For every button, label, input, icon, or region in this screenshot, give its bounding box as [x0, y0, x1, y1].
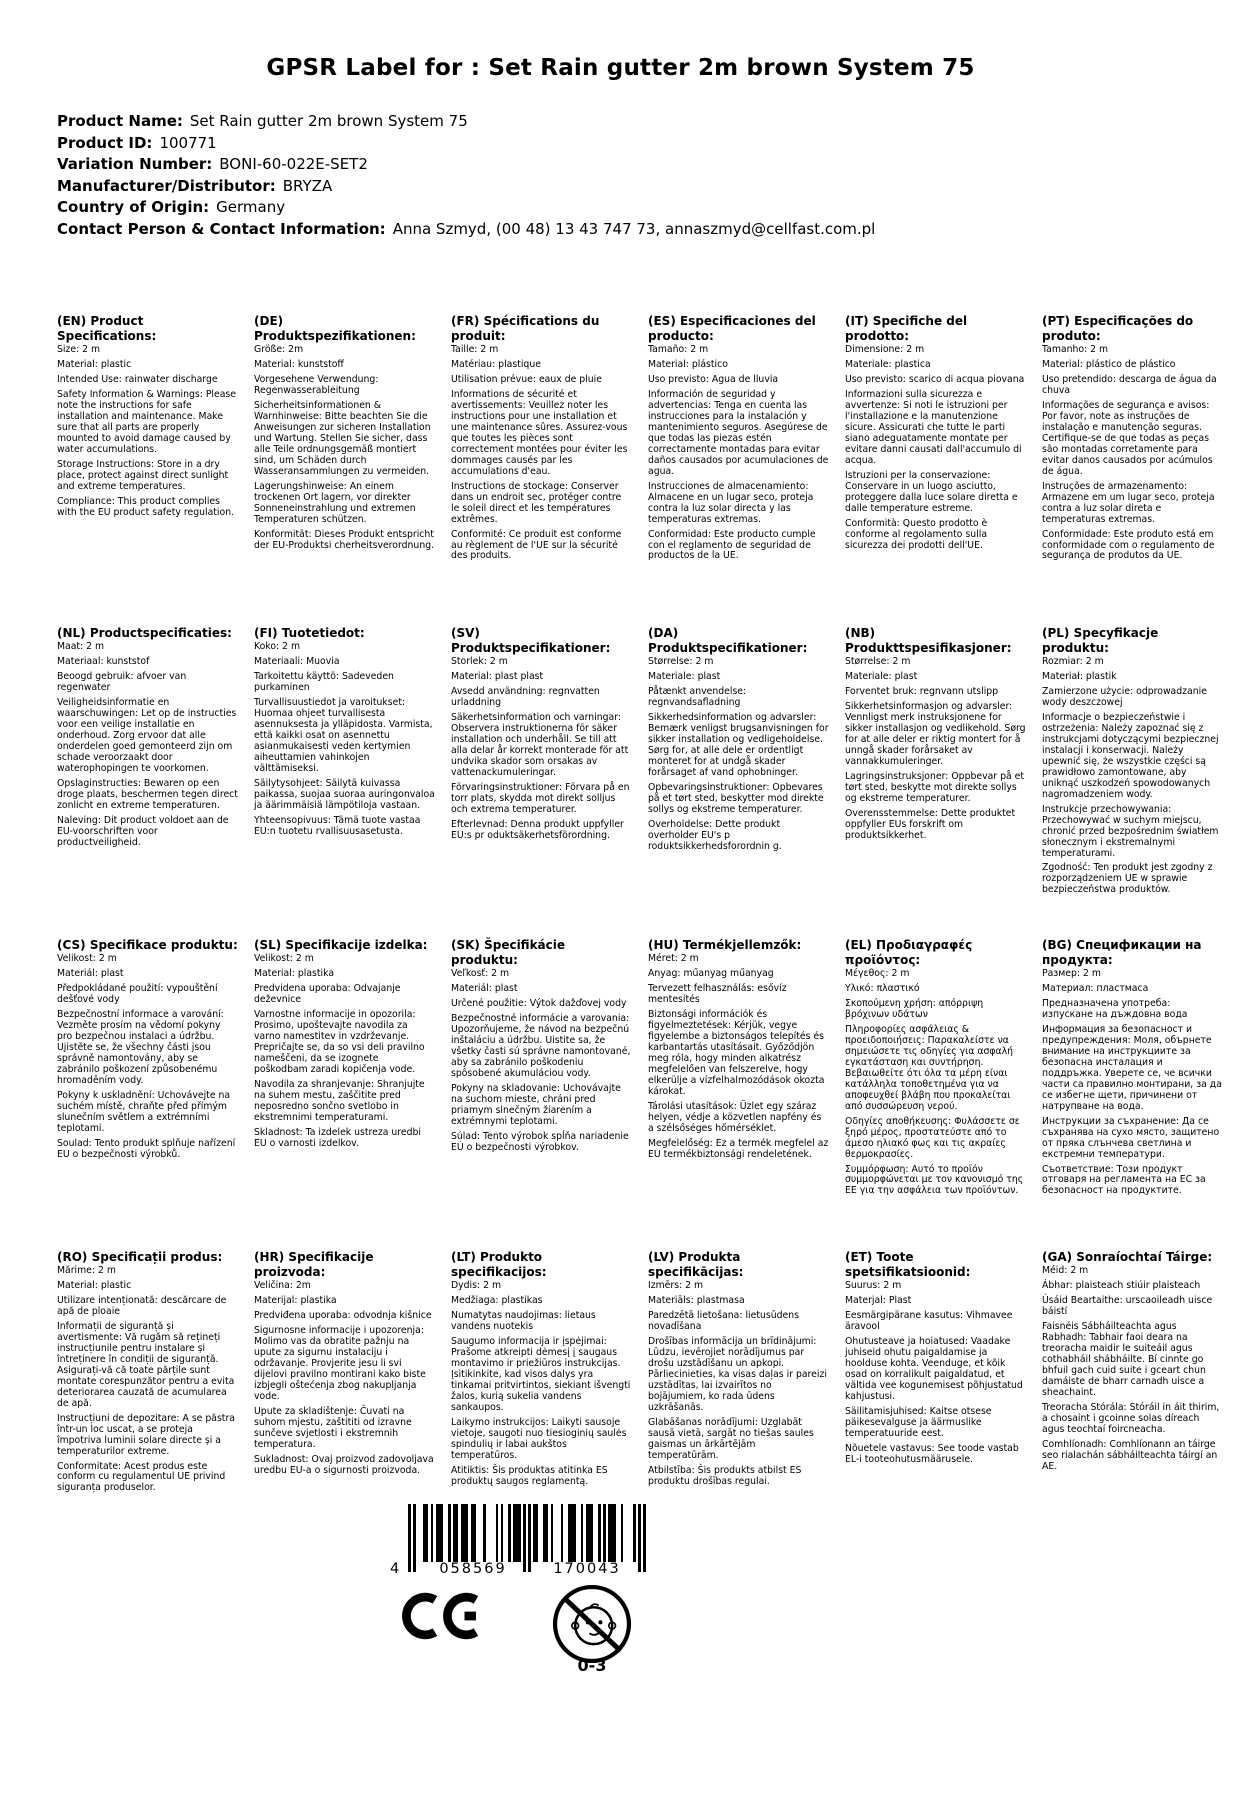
product-info [57, 111, 1241, 240]
spec-paragraph: Velikost: 2 m [254, 953, 314, 964]
spec-paragraph: Vorgesehene Verwendung: Regenwasserableitung [254, 373, 379, 396]
spec-paragraph: Materjal: Plast [845, 1294, 912, 1306]
spec-paragraph: Instructions de stockage: Conserver dans un endroit sec, protéger contre le soleil direct et les températures extrêmes. [451, 480, 622, 525]
spec-paragraph: Overholdelse: Dette produkt overholder EU's p roduktsikkerhedsforordnin g. [648, 818, 782, 852]
spec-paragraph: Opbevaringsinstruktioner: Opbevares på et tørt sted, beskytter mod direkte sollys og ekstreme temperaturer. [648, 781, 824, 815]
spec-block-heading: (SK) Špecifikácie produktu: [451, 938, 566, 967]
spec-paragraph: Matériau: plastique [451, 358, 541, 370]
spec-paragraph: Conformità: Questo prodotto è conforme al regolamento sulla sicurezza dei prodotti dell'UE. [845, 517, 988, 551]
spec-paragraph: Konformität: Dieses Produkt entspricht der EU-Produktsi cherheitsverordnung. [254, 528, 435, 551]
spec-paragraph: Instrucțiuni de depozitare: A se păstra într-un loc uscat, a se proteja împotriva luminii solare directe și a temperaturilor extreme. [57, 1412, 235, 1457]
spec-paragraph: Utilizare intenționată: descărcare de apă de ploaie [57, 1294, 227, 1317]
spec-paragraph: Sikkerhedsinformation og advarsler: Bemærk venligst brugsanvisningen for sikker installation og vedligeholdelse. Sørg for, at alle dele er ordentligt monteret for at undgå skader forårsaget af vand ophobninger. [648, 711, 829, 778]
spec-paragraph: Veiligheidsinformatie en waarschuwingen: Let op de instructies voor een veilige installatie en onderhoud. Zorg ervoor dat alle onderdelen goed gemonteerd zijn om schade veroorzaakt door waterophopingen te voorkomen. [57, 696, 237, 774]
spec-block-fi [254, 626, 435, 938]
barcode-digit-group2: 170043 [553, 1561, 621, 1578]
spec-paragraph: Материал: пластмаса [1042, 982, 1149, 994]
spec-block-heading: (DE) Produktspezifikationen: [254, 314, 416, 343]
spec-paragraph: Säilitamisjuhised: Kaitse otsese päikesevalguse ja äärmuslike temperatuuride eest. [845, 1405, 992, 1439]
spec-paragraph: Avsedd användning: regnvatten urladdning [451, 685, 600, 708]
spec-paragraph: Soulad: Tento produkt splňuje nařízení EU o bezpečnosti výrobků. [57, 1137, 236, 1160]
spec-paragraph: Tárolási utasítások: Üzlet egy száraz helyen, védje a közvetlen napfény és a szélsőséges hőmérséklet. [648, 1100, 822, 1134]
spec-paragraph: Sikkerhetsinformasjon og advarsler: Vennligst merk instruksjonene for sikker installasjon og vedlikehold. Sørg for at alle deler er riktig montert for å unngå skader forårsaket av vannakkumuleringer. [845, 700, 1026, 767]
spec-paragraph: Comhlíonadh: Comhlíonann an táirge seo rialachán sábháilteachta táirgí an AE. [1042, 1438, 1218, 1472]
spec-paragraph: Påtænkt anvendelse: regnvandsafladning [648, 685, 747, 708]
age-warning-label: 0-3 [577, 1656, 607, 1676]
spec-paragraph: Informații de siguranță și avertismente: Vă rugăm să rețineți instrucțiunile pentru instalare și întreținere în condiții de siguranță. Asigurați-vă că toate părțile sunt montate corespunzător pentru a evita deteriorarea cauzată de acumularea de apă. [57, 1320, 235, 1409]
product-info-value: BONI-60-022E-SET2 [219, 155, 368, 173]
spec-paragraph: Conformidade: Este produto está em conformidade com o regulamento de segurança de produtos da UE. [1042, 528, 1215, 562]
barcode-digit-lead: 4 [390, 1561, 400, 1578]
spec-paragraph: Información de seguridad y advertencias: Tenga en cuenta las instrucciones para la instalación y mantenimiento seguros. Asegúrese de que todas las piezas estén correctamente montadas para evitar daños causados por acumulaciones de agua. [648, 388, 829, 477]
product-info-label: Country of Origin: [57, 198, 210, 216]
spec-paragraph: Storage Instructions: Store in a dry place, protect against direct sunlight and extreme temperatures. [57, 458, 229, 492]
spec-paragraph: Materiale: plastica [845, 358, 931, 370]
product-info-value: Anna Szmyd, (00 48) 13 43 747 73, annaszmyd@cellfast.com.pl [392, 219, 876, 238]
spec-paragraph: Instruções de armazenamento: Armazene em um lugar seco, proteja contra a luz solar direta e temperaturas extremas. [1042, 480, 1215, 525]
spec-paragraph: Størrelse: 2 m [845, 656, 911, 667]
spec-paragraph: Materiál: plast [57, 967, 124, 979]
spec-paragraph: Informacje o bezpieczeństwie i ostrzeżenia: Należy zapoznać się z instrukcjami dotyczącymi bezpiecznej instalacji i konserwacji. Należy upewnić się, że wszystkie części są prawidłowo zamontowane, aby uniknąć uszkodzeń spowodowanych nagromadzeniem wody. [1042, 711, 1219, 800]
spec-paragraph: Veľkosť: 2 m [451, 968, 510, 979]
spec-block-de [254, 314, 435, 626]
spec-paragraph: Předpokládané použití: vypouštění dešťové vody [57, 982, 218, 1005]
spec-paragraph: Säkerhetsinformation och varningar: Observera instruktionerna för säker installation och underhåll. Se till att alla delar år korrekt monterade för att undvika skador som orsakas av vattenackumuleringar. [451, 711, 629, 778]
spec-paragraph: Skladnost: Ta izdelek ustreza uredbi EU o varnosti izdelkov. [254, 1126, 422, 1149]
spec-paragraph: Informações de segurança e avisos: Por favor, note as instruções de instalação e manutenção seguras. Certifique-se de que todas as peças são montadas corretamente para evitar danos causados por acúmulos de água. [1042, 399, 1213, 477]
spec-paragraph: Size: 2 m [57, 344, 101, 355]
spec-paragraph: Navodila za shranjevanje: Shranjujte na suhem mestu, zaščitite pred neposredno sončno svetlobo in ekstremnimi temperaturami. [254, 1078, 425, 1123]
product-info-row [57, 154, 1241, 176]
spec-block-heading: (DA) Produktspecifikationer: [648, 626, 808, 655]
spec-paragraph: Compliance: This product complies with the EU product safety regulation. [57, 495, 235, 518]
spec-paragraph: Ábhar: plaisteach stiúir plaisteach [1042, 1279, 1201, 1291]
spec-paragraph: Méret: 2 m [648, 953, 699, 964]
product-info-label: Manufacturer/Distributor: [57, 176, 276, 195]
spec-paragraph: Размер: 2 m [1042, 968, 1101, 979]
product-info-value: Germany [216, 198, 286, 216]
spec-block-heading: (FR) Spécifications du produit: [451, 314, 600, 343]
spec-block-cs [57, 938, 238, 1250]
spec-paragraph: Megfelelőség: Ez a termék megfelel az EU termékbiztonsági rendeletének. [648, 1137, 829, 1160]
spec-block-pt [1042, 314, 1223, 626]
spec-paragraph: Anyag: műanyag műanyag [648, 967, 774, 979]
spec-paragraph: Material: plastic [57, 358, 132, 370]
spec-block-heading: (NB) Produkttspesifikasjoner: [845, 626, 1012, 655]
spec-paragraph: Uso pretendido: descarga de água da chuva [1042, 373, 1217, 396]
spec-paragraph: Material: plastic [57, 1279, 132, 1291]
spec-paragraph: Utilisation prévue: eaux de pluie [451, 373, 602, 385]
spec-paragraph: Tervezett felhasználás: esővíz mentesítés [648, 982, 787, 1005]
spec-paragraph: Σκοπούμενη χρήση: απόρριψη βρόχινων υδάτων [845, 997, 984, 1020]
gpsr-label-page [0, 55, 1241, 1714]
spec-paragraph: Určené použitie: Výtok dažďovej vody [451, 997, 627, 1009]
spec-paragraph: Yhteensopivuus: Tämä tuote vastaa EU:n tuotetu rvallisuusasetusta. [254, 814, 421, 837]
spec-block-heading: (HR) Specifikacije proizvoda: [254, 1250, 374, 1279]
spec-paragraph: Biztonsági információk és figyelmeztetések: Kérjük, vegye figyelembe a biztonságos telepítés és karbantartás utasításait. Győződjön meg róla, hogy minden alkatrész megfelelően van felszerelve, hogy elkerülje a vízfelhalmozódások okozta károkat. [648, 1008, 825, 1097]
spec-paragraph: Tarkoitettu käyttö: Sadeveden purkaminen [254, 670, 394, 693]
spec-paragraph: Dydis: 2 m [451, 1280, 502, 1291]
spec-paragraph: Materiál: plast [451, 982, 518, 994]
spec-paragraph: Suurus: 2 m [845, 1280, 902, 1291]
spec-paragraph: Zgodność: Ten produkt jest zgodny z rozporządzeniem UE w sprawie bezpieczeństwa produktów. [1042, 862, 1213, 896]
spec-grid [57, 314, 1223, 1498]
spec-block-heading: (SV) Produktspecifikationer: [451, 626, 611, 655]
spec-block-sv [451, 626, 632, 938]
spec-paragraph: Informazioni sulla sicurezza e avvertenze: Si noti le istruzioni per l'installazione e la manutenzione sicure. Assicurati che tutte le parti siano adeguatamente montate per evitare danni causati dall'accumulo di acqua. [845, 388, 1022, 466]
spec-paragraph: Efterlevnad: Denna produkt uppfyller EU:s pr oduktsäkerhetsförordning. [451, 818, 624, 841]
spec-paragraph: Sukladnost: Ovaj proizvod zadovoljava uredbu EU-a o sigurnosti proizvoda. [254, 1453, 434, 1476]
spec-block-heading: (PL) Specyfikacje produktu: [1042, 626, 1159, 655]
spec-block-sl [254, 938, 435, 1250]
spec-paragraph: Material: plastika [254, 967, 335, 979]
spec-block-heading: (NL) Productspecificaties: [57, 626, 232, 640]
spec-block-heading: (CS) Specifikace produktu: [57, 938, 238, 952]
spec-block-heading: (LT) Produkto specifikacijos: [451, 1250, 547, 1279]
product-info-value: Set Rain gutter 2m brown System 75 [189, 112, 468, 130]
spec-paragraph: Sigurnosne informacije i upozorenja: Molimo vas da obratite pažnju na upute za sigurnu instalaciju i održavanje. Provjerite jesu li svi dijelovi pravilno montirani kako biste izbjegli oštećenja zbog nakupljanja vode. [254, 1324, 426, 1402]
spec-paragraph: Izmērs: 2 m [648, 1280, 704, 1291]
spec-block-heading: (GA) Sonraíochtaí Táirge: [1042, 1250, 1213, 1264]
spec-paragraph: Atitiktis: Šis produktas atitinka ES produktų saugos reglamentą. [451, 1464, 608, 1487]
spec-paragraph: Materiaal: kunststof [57, 655, 150, 667]
spec-block-heading: (RO) Specificații produs: [57, 1250, 223, 1264]
spec-paragraph: Tamaño: 2 m [648, 344, 709, 355]
spec-block-da [648, 626, 829, 938]
spec-block-heading: (PT) Especificações do produto: [1042, 314, 1194, 343]
spec-paragraph: Upute za skladištenje: Čuvati na suhom mjestu, zaštititi od izravne sunčeve svjetlosti i ekstremnih temperatura. [254, 1405, 412, 1450]
age-warning-circle [550, 1582, 634, 1666]
spec-paragraph: Istruzioni per la conservazione: Conservare in un luogo asciutto, proteggere dalla luce solare diretta e dalle temperature estreme. [845, 469, 1018, 514]
spec-paragraph: Lagerungshinweise: An einem trockenen Ort lagern, vor direkter Sonneneinstrahlung und extremen Temperaturen schützen. [254, 480, 416, 525]
spec-block-heading: (HU) Termékjellemzők: [648, 938, 802, 952]
product-info-label: Product Name: [57, 112, 183, 130]
spec-block-heading: (BG) Спецификации на продукта: [1042, 938, 1202, 967]
spec-paragraph: Instrucciones de almacenamiento: Almacene en un lugar seco, proteja contra la luz solar directa y las temperaturas extremas. [648, 480, 814, 525]
spec-paragraph: Saugumo informacija ir įspėjimai: Prašome atkreipti dėmesį į saugaus montavimo ir priežiūros instrukcijas. Įsitikinkite, kad visos dalys yra tinkamai pritvirtintos, siekiant išvengti žalos, kurią sukelia vandens sankaupos. [451, 1335, 631, 1413]
spec-paragraph: Materiāls: plastmasa [648, 1294, 745, 1306]
spec-paragraph: Informations de sécurité et avertissements: Veuillez noter les instructions pour une installation et une maintenance sûres. Assurez-vous que toutes les pièces sont correctement montées pour éviter les dommages causés par les accumulations d'eau. [451, 388, 628, 477]
spec-paragraph: Eesmärgipärane kasutus: Vihmavee äravool [845, 1309, 1013, 1332]
spec-paragraph: Mărime: 2 m [57, 1265, 116, 1276]
spec-paragraph: Sicherheitsinformationen & Warnhinweise: Bitte beachten Sie die Anweisungen zur sicheren Installation und Wartung. Stellen Sie sicher, dass alle Teile ordnungsgemäß montiert sind, um Schäden durch Wasseransammlungen zu vermeiden. [254, 399, 431, 477]
spec-paragraph: Tamanho: 2 m [1042, 344, 1109, 355]
spec-paragraph: Medžiaga: plastikas [451, 1294, 543, 1306]
spec-block-heading: (IT) Specifiche del prodotto: [845, 314, 968, 343]
spec-paragraph: Velikost: 2 m [57, 953, 117, 964]
spec-paragraph: Intended Use: rainwater discharge [57, 373, 218, 385]
spec-paragraph: Naleving: Dit product voldoet aan de EU-voorschriften voor productveiligheid. [57, 814, 229, 848]
product-info-row [57, 219, 1241, 241]
spec-block-heading: (SL) Specifikacije izdelka: [254, 938, 428, 952]
spec-paragraph: Beoogd gebruik: afvoer van regenwater [57, 670, 187, 693]
product-info-row [57, 133, 1241, 155]
spec-paragraph: Conformité: Ce produit est conforme au règlement de l'UE sur la sécurité des produits. [451, 528, 622, 562]
spec-paragraph: Uso previsto: Agua de lluvia [648, 373, 779, 385]
spec-block-nb [845, 626, 1026, 938]
spec-paragraph: Paredzētā lietošana: lietusūdens novadīšana [648, 1309, 799, 1332]
spec-block-heading: (ET) Toote spetsifikatsioonid: [845, 1250, 971, 1279]
spec-paragraph: Conformitate: Acest produs este conform cu regulamentul UE privind siguranța produselor. [57, 1460, 226, 1494]
spec-paragraph: Storlek: 2 m [451, 656, 508, 667]
spec-block-bg [1042, 938, 1223, 1250]
spec-block-sk [451, 938, 632, 1250]
spec-block-ro [57, 1250, 238, 1498]
spec-paragraph: Zamierzone użycie: odprowadzanie wody deszczowej [1042, 685, 1207, 708]
ce-mark-icon [402, 1590, 484, 1642]
spec-paragraph: Förvaringsinstruktioner: Förvara på en torr plats, skydda mot direkt solljus och extrema temperaturer. [451, 781, 630, 815]
spec-paragraph: Conformidad: Este producto cumple con el reglamento de seguridad de productos de la UE. [648, 528, 816, 562]
spec-paragraph: Bezpečnostné informácie a varovania: Upozorňujeme, že návod na bezpečnú inštaláciu a údržbu. Uistite sa, že všetky časti sú správne namontované, aby sa zabránilo poškodeniu spôsobené akumuláciou vody. [451, 1012, 631, 1079]
spec-paragraph: Uso previsto: scarico di acqua piovana [845, 373, 1025, 385]
spec-block-et [845, 1250, 1026, 1498]
spec-paragraph: Material: kunststoff [254, 358, 344, 370]
spec-paragraph: Predviđena uporaba: odvodnja kišnice [254, 1309, 432, 1321]
spec-paragraph: Instrukcje przechowywania: Przechowywać w suchym miejscu, chronić przed bezpośrednim światłem słonecznym i ekstremalnymi temperaturami. [1042, 803, 1219, 859]
spec-paragraph: Overensstemmelse: Dette produktet oppfyller EUs forskrift om produktsikkerhet. [845, 807, 1016, 841]
page-title: GPSR Label for : Set Rain gutter 2m brown System 75 [266, 55, 975, 81]
spec-block-es [648, 314, 829, 626]
spec-paragraph: Material: plástico [648, 358, 728, 370]
spec-block-heading: (ES) Especificaciones del producto: [648, 314, 816, 343]
spec-paragraph: Safety Information & Warnings: Please note the instructions for safe installation and maintenance. Make sure that all parts are properly mounted to avoid damage caused by water accumulations. [57, 388, 236, 455]
spec-paragraph: Numatytas naudojimas: lietaus vandens nuotekis [451, 1309, 596, 1332]
spec-paragraph: Rozmiar: 2 m [1042, 656, 1104, 667]
spec-paragraph: Υλικό: πλαστικό [845, 982, 920, 994]
product-info-row [57, 197, 1241, 219]
spec-block-lt [451, 1250, 632, 1498]
spec-paragraph: Atbilstība: Šis produkts atbilst ES produktu drošības regulai. [648, 1464, 802, 1487]
spec-paragraph: Инструкции за съхранение: Да се съхранява на сухо място, защитено от пряка слънчева светлина и екстремни температури. [1042, 1115, 1220, 1160]
product-info-value: BRYZA [282, 176, 333, 195]
spec-paragraph: Materiale: plast [648, 670, 721, 682]
spec-paragraph: Laikymo instrukcijos: Laikyti sausoje vietoje, saugoti nuo tiesioginių saulės spindulių ir labai aukštos temperatūros. [451, 1416, 627, 1461]
spec-block-hr [254, 1250, 435, 1498]
spec-block-heading: (EN) Product Specifications: [57, 314, 157, 343]
spec-paragraph: Material: plast plast [451, 670, 544, 682]
spec-paragraph: Lagringsinstruksjoner: Oppbevar på et tørt sted, beskytte mot direkte sollys og ekstreme temperaturer. [845, 770, 1024, 804]
spec-paragraph: Nõuetele vastavus: See toode vastab EL-i tooteohutusmäärusele. [845, 1442, 1019, 1465]
spec-paragraph: Drošības informācija un brīdinājumi: Lūdzu, ievērojiet norādījumus par drošu uzstādīšanu un apkopi. Pārliecinieties, ka visas daļas ir pareizi uzstādītas, lai izvairītos no bojājumiem, ko rada ūdens uzkrāšanās. [648, 1335, 827, 1413]
spec-block-lv [648, 1250, 829, 1498]
spec-paragraph: Предназначена употреба: изпускане на дъждовна вода [1042, 997, 1188, 1020]
spec-block-pl [1042, 626, 1223, 938]
spec-paragraph: Μέγεθος: 2 m [845, 968, 910, 979]
spec-block-ga [1042, 1250, 1223, 1498]
spec-paragraph: Material: plástico de plástico [1042, 358, 1176, 370]
spec-paragraph: Materiał: plastik [1042, 670, 1117, 682]
spec-block-fr [451, 314, 632, 626]
spec-paragraph: Koko: 2 m [254, 641, 301, 652]
spec-paragraph: Méid: 2 m [1042, 1265, 1089, 1276]
product-info-label: Product ID: [57, 133, 153, 152]
spec-paragraph: Οδηγίες αποθήκευσης: Φυλάσσετε σε ξηρό μέρος, προστατεύστε από το άμεσο ηλιακό φως και τις ακραίες θερμοκρασίες. [845, 1115, 1020, 1160]
spec-paragraph: Súlad: Tento výrobok spĺňa nariadenie EÚ o bezpečnosti výrobkov. [451, 1130, 629, 1153]
product-info-row [57, 111, 1241, 133]
spec-paragraph: Úsáid Beartaithe: urscaoileadh uisce báistí [1042, 1294, 1213, 1317]
product-info-label: Contact Person & Contact Information: [57, 219, 386, 238]
spec-block-it [845, 314, 1026, 626]
spec-paragraph: Materijal: plastika [254, 1294, 337, 1306]
spec-block-heading: (FI) Tuotetiedot: [254, 626, 365, 640]
spec-paragraph: Информация за безопасност и предупреждения: Моля, обърнете внимание на инструкциите за безопасна инсталация и поддръжка. Уверете се, че всички части са правилно монтирани, за да се избегне щети, причинени от натрупване на вода. [1042, 1023, 1222, 1112]
age-warning-icon [550, 1582, 634, 1675]
spec-block-nl [57, 626, 238, 938]
spec-paragraph: Veličina: 2m [254, 1280, 311, 1291]
spec-block-el [845, 938, 1026, 1250]
spec-block-heading: (EL) Προδιαγραφές προϊόντος: [845, 938, 973, 967]
spec-paragraph: Pokyny k uskladnění: Uchovávejte na suchém místě, chraňte před přímým slunečním světlem a extrémními teplotami. [57, 1089, 231, 1134]
barcode-module [643, 1504, 646, 1572]
product-info-value: 100771 [159, 133, 217, 152]
spec-paragraph: Varnostne informacije in opozorila: Prosimo, upoštevajte navodila za varno namestitev in vzdrževanje. Prepričajte se, da so vsi deli pravilno nameščeni, da se izognete poškodbam zaradi kopičenja vode. [254, 1008, 425, 1075]
product-info-row [57, 176, 1241, 198]
spec-paragraph: Materiale: plast [845, 670, 918, 682]
spec-paragraph: Συμμόρφωση: Αυτό το προϊόν συμμορφώνεται με τον κανονισμό της ΕΕ για την ασφάλεια των προϊόντων. [845, 1163, 1024, 1197]
product-info-label: Variation Number: [57, 155, 213, 173]
spec-paragraph: Größe: 2m [254, 344, 304, 355]
spec-paragraph: Dimensione: 2 m [845, 344, 925, 355]
spec-paragraph: Materiaali: Muovia [254, 655, 340, 667]
barcode-digit-group1: 058569 [439, 1561, 507, 1578]
spec-paragraph: Bezpečnostní informace a varování: Vezměte prosím na vědomí pokyny pro bezpečnou instalaci a údržbu. Ujistěte se, že všechny části jsou správně namontovány, aby se zabránilo poškození způsobenému hromaděním vody. [57, 1008, 224, 1086]
spec-paragraph: Pokyny na skladovanie: Uchovávajte na suchom mieste, chráni pred priamym slnečným žiarením a extrémnymi teplotami. [451, 1082, 621, 1127]
spec-paragraph: Faisnéis Sábháilteachta agus Rabhadh: Tabhair faoi deara na treoracha maidir le suiteáil agus cothabháil shábháilte. Bí cinnte go bhfuil gach cuid suite i gceart chun damáiste de bharr carnadh uisce a sheachaint. [1042, 1320, 1206, 1398]
footer [0, 1504, 1241, 1714]
spec-paragraph: Predvidena uporaba: Odvajanje deževnice [254, 982, 401, 1005]
spec-paragraph: Съответствие: Този продукт отговаря на регламента на ЕС за безопасност на продуктите. [1042, 1163, 1206, 1197]
spec-paragraph: Treoracha Stórála: Stóráil in áit thirim, a chosaint i gcoinne solas díreach agus teochtaí foircneacha. [1042, 1401, 1220, 1435]
spec-block-heading: (LV) Produkta specifikācijas: [648, 1250, 744, 1279]
spec-paragraph: Opslaginstructies: Bewaren op een droge plaats, beschermen tegen direct zonlicht en extreme temperaturen. [57, 777, 238, 811]
spec-paragraph: Glabāšanas norādījumi: Uzglabāt sausā vietā, sargāt no tiešas saules gaismas un ārkārtējām temperatūrām. [648, 1416, 814, 1461]
spec-paragraph: Πληροφορίες ασφάλειας & προειδοποιήσεις: Παρακαλείστε να σημειώσετε τις οδηγίες για ασφαλή εγκατάσταση και συντήρηση. Βεβαιωθείτε ότι όλα τα μέρη είναι κατάλληλα τοποθετημένα για να αποφευχθεί βλάβη που προκαλείται από συσσώρευση νερού. [845, 1023, 1014, 1112]
spec-block-en [57, 314, 238, 626]
spec-paragraph: Størrelse: 2 m [648, 656, 714, 667]
spec-paragraph: Maat: 2 m [57, 641, 105, 652]
spec-paragraph: Forventet bruk: regnvann utslipp [845, 685, 999, 697]
spec-paragraph: Turvallisuustiedot ja varoitukset: Huomaa ohjeet turvallisesta asennuksesta ja ylläpidosta. Varmista, että kaikki osat on asennettu asianmukaisesti veden kertymien aiheuttamien vahinkojen välttämiseksi. [254, 696, 433, 774]
spec-paragraph: Säilytysohjeet: Säilytä kuivassa paikassa, suojaa suoraa auringonvaloa ja äärimmäisiä lämpötiloja vastaan. [254, 777, 435, 811]
spec-paragraph: Ohutusteave ja hoiatused: Vaadake juhiseid ohutu paigaldamise ja hoolduse kohta. Veenduge, et kõik osad on korralikult paigaldatud, et vältida vee kogunemisest põhjustatud kahjustusi. [845, 1335, 1023, 1402]
spec-block-hu [648, 938, 829, 1250]
spec-paragraph: Taille: 2 m [451, 344, 499, 355]
